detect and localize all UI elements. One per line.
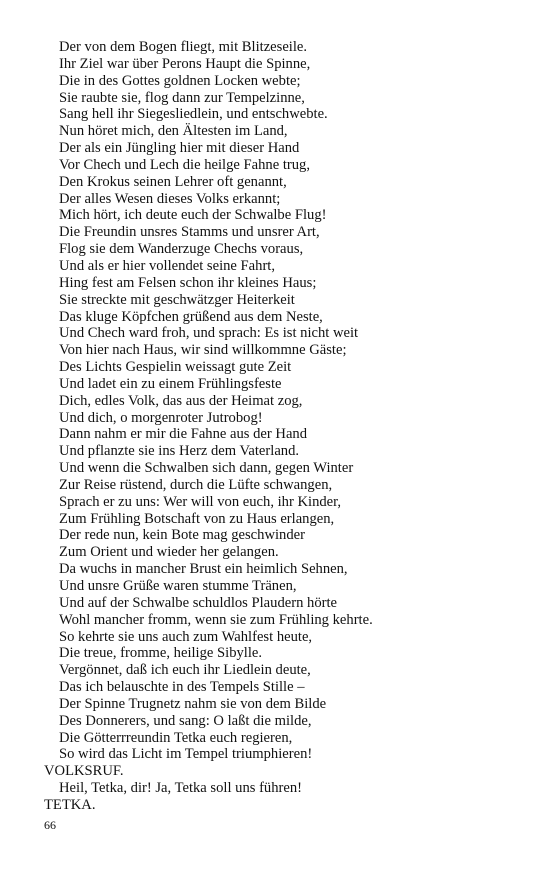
verse-line: Und ladet ein zu einem Frühlingsfeste <box>59 375 282 392</box>
verse-line: Vergönnet, daß ich euch ihr Liedlein deute, <box>59 662 311 679</box>
verse-line: Wohl mancher fromm, wenn sie zum Frühling kehrte. <box>59 611 373 628</box>
verse-line: So wird das Licht im Tempel triumphieren! <box>59 746 313 763</box>
verse-line: Die in des Gottes goldnen Locken webte; <box>59 72 301 89</box>
verse-line: Und pflanzte sie ins Herz dem Vaterland. <box>59 443 300 460</box>
page-number: 66 <box>44 818 56 832</box>
verse-line: Der rede nun, kein Bote mag geschwinder <box>59 527 305 544</box>
verse-line: Der als ein Jüngling hier mit dieser Hand <box>59 140 300 157</box>
verse-line: Dich, edles Volk, das aus der Heimat zog, <box>59 392 303 409</box>
verse-line: Die Freundin unsres Stamms und unsrer Art, <box>59 224 320 241</box>
verse-line: Von hier nach Haus, wir sind willkommne Gäste; <box>59 342 347 359</box>
verse-line: Ihr Ziel war über Perons Haupt die Spinne, <box>59 55 311 72</box>
drama-text <box>44 39 524 814</box>
verse-line: Den Krokus seinen Lehrer oft genannt, <box>59 173 287 190</box>
verse-line: Vor Chech und Lech die heilge Fahne trug, <box>59 156 311 173</box>
verse-line: Dann nahm er mir die Fahne aus der Hand <box>59 426 308 443</box>
speaker-name: TETKA. <box>44 796 96 813</box>
verse-line: Und als er hier vollendet seine Fahrt, <box>59 257 276 274</box>
verse-line: Und dich, o morgenroter Jutrobog! <box>59 409 263 426</box>
verse-line: Und auf der Schwalbe schuldlos Plaudern hörte <box>59 594 338 611</box>
speaker-name: VOLKSRUF. <box>44 763 124 780</box>
verse-line: Die Götterrreundin Tetka euch regieren, <box>59 729 293 746</box>
verse-line: Des Donnerers, und sang: O laßt die milde, <box>59 712 312 729</box>
verse-line: Die treue, fromme, heilige Sibylle. <box>59 645 263 662</box>
verse-line: Da wuchs in mancher Brust ein heimlich Sehnen, <box>59 561 348 578</box>
verse-line: Sprach er zu uns: Wer will von euch, ihr Kinder, <box>59 493 342 510</box>
verse-line: Sang hell ihr Siegesliedlein, und entschwebte. <box>59 106 328 123</box>
verse-line: Flog sie dem Wanderzuge Chechs voraus, <box>59 241 304 258</box>
verse-line: So kehrte sie uns auch zum Wahlfest heute, <box>59 628 313 645</box>
verse-line: Der von dem Bogen fliegt, mit Blitzeseile. <box>59 39 308 55</box>
verse-line: Der Spinne Trugnetz nahm sie von dem Bilde <box>59 695 327 712</box>
verse-line: Zur Reise rüstend, durch die Lüfte schwangen, <box>59 476 333 493</box>
verse-line: Des Lichts Gespielin weissagt gute Zeit <box>59 359 292 376</box>
verse-line: Hing fest am Felsen schon ihr kleines Haus; <box>59 274 317 291</box>
verse-line: Zum Frühling Botschaft von zu Haus erlangen, <box>59 510 335 527</box>
verse-line: Sie raubte sie, flog dann zur Tempelzinne, <box>59 89 305 106</box>
verse-line: Das kluge Köpfchen grüßend aus dem Neste, <box>59 308 323 325</box>
verse-line: Zum Orient und wieder her gelangen. <box>59 544 279 561</box>
verse-line: Das ich belauschte in des Tempels Stille – <box>59 679 305 696</box>
verse-line: Heil, Tetka, dir! Ja, Tetka soll uns führen! <box>59 780 303 797</box>
verse-line: Sie streckte mit geschwätzger Heiterkeit <box>59 291 295 308</box>
verse-line: Und Chech ward froh, und sprach: Es ist nicht weit <box>59 325 359 342</box>
verse-line: Nun höret mich, den Ältesten im Land, <box>59 123 288 140</box>
verse-line: Und unsre Grüße waren stumme Tränen, <box>59 578 297 594</box>
verse-line: Der alles Wesen dieses Volks erkannt; <box>59 190 281 207</box>
verse-line: Mich hört, ich deute euch der Schwalbe Flug! <box>59 207 327 224</box>
verse-line: Und wenn die Schwalben sich dann, gegen Winter <box>59 460 354 477</box>
